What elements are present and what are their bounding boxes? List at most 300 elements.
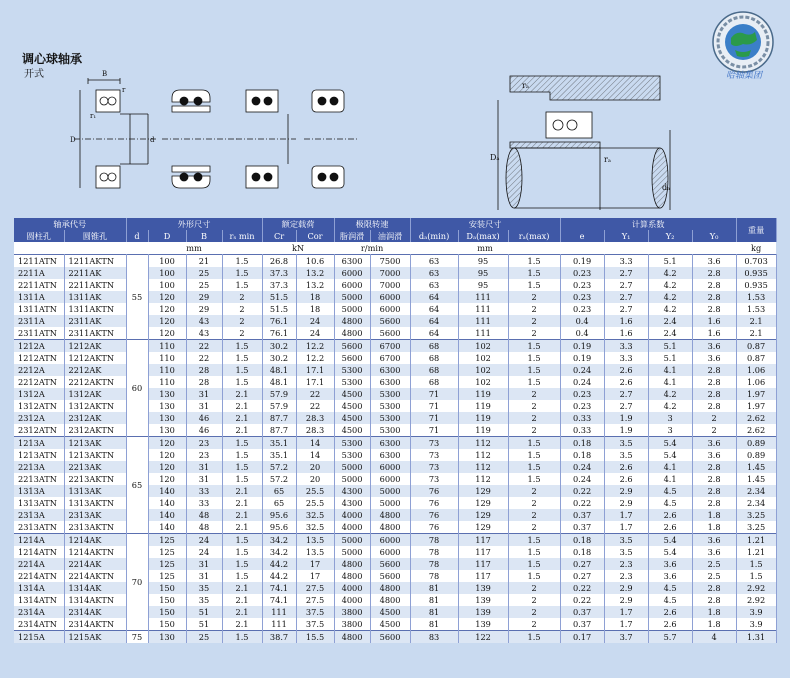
table-cell: 2.8 — [692, 582, 736, 594]
table-cell: 5.4 — [648, 437, 692, 450]
table-cell: 4800 — [334, 558, 370, 570]
table-cell: 4800 — [370, 582, 410, 594]
table-cell: 2.8 — [692, 485, 736, 497]
table-cell: 1212ATN — [14, 352, 64, 364]
table-cell: 0.22 — [560, 485, 604, 497]
table-cell: 1.06 — [736, 364, 776, 376]
table-cell: 46 — [186, 412, 222, 424]
table-cell: 2.8 — [692, 594, 736, 606]
table-cell: 140 — [148, 497, 186, 509]
table-cell: 44.2 — [262, 558, 296, 570]
table-cell: 2 — [222, 303, 262, 315]
table-cell: 2.1 — [222, 485, 262, 497]
table-cell: 5000 — [334, 546, 370, 558]
unit-kn: kN — [262, 242, 334, 255]
table-cell: 1.5 — [508, 364, 560, 376]
table-cell: 2211AKTN — [64, 279, 126, 291]
table-cell: 1.9 — [604, 412, 648, 424]
table-cell: 2.6 — [604, 473, 648, 485]
table-cell: 64 — [410, 291, 458, 303]
table-cell: 2 — [508, 485, 560, 497]
table-cell: 2.8 — [692, 400, 736, 412]
table-cell: 20 — [296, 473, 334, 485]
table-cell: 0.37 — [560, 618, 604, 631]
table-cell: 110 — [148, 340, 186, 353]
header-area — [0, 0, 790, 218]
table-cell: 139 — [458, 618, 508, 631]
table-cell: 1.5 — [222, 267, 262, 279]
table-cell: 6700 — [370, 352, 410, 364]
table-cell: 2.6 — [604, 364, 648, 376]
table-cell: 5000 — [370, 485, 410, 497]
table-cell: 2 — [692, 412, 736, 424]
table-cell: 2.1 — [222, 388, 262, 400]
table-cell: 25.5 — [296, 497, 334, 509]
table-cell: 6000 — [370, 461, 410, 473]
table-cell: 1.5 — [222, 376, 262, 388]
table-cell: 1.97 — [736, 388, 776, 400]
table-cell: 37.3 — [262, 267, 296, 279]
table-cell: 111 — [262, 606, 296, 618]
col-header: Y₂ — [648, 230, 692, 242]
table-cell: 74.1 — [262, 582, 296, 594]
table-cell: 5.1 — [648, 340, 692, 353]
table-cell: 64 — [410, 327, 458, 340]
bore-diameter-cell: 75 — [126, 631, 148, 644]
table-cell: 1.06 — [736, 376, 776, 388]
table-cell: 4.2 — [648, 388, 692, 400]
table-cell: 120 — [148, 461, 186, 473]
table-cell: 140 — [148, 485, 186, 497]
table-cell: 1.7 — [604, 618, 648, 631]
table-cell: 1.5 — [508, 546, 560, 558]
table-cell: 3.3 — [604, 352, 648, 364]
table-cell: 2.5 — [692, 570, 736, 582]
table-cell: 64 — [410, 315, 458, 327]
table-cell: 43 — [186, 327, 222, 340]
table-cell: 2.9 — [604, 594, 648, 606]
table-cell: 68 — [410, 340, 458, 353]
table-cell: 4.2 — [648, 291, 692, 303]
table-cell: 1.8 — [692, 618, 736, 631]
table-cell: 2 — [508, 618, 560, 631]
table-cell: 0.18 — [560, 534, 604, 547]
table-cell: 1312ATN — [14, 400, 64, 412]
table-cell: 0.19 — [560, 340, 604, 353]
table-cell: 2.6 — [648, 509, 692, 521]
table-cell: 17 — [296, 570, 334, 582]
table-cell: 1214A — [14, 534, 64, 547]
table-cell: 2.9 — [604, 485, 648, 497]
table-cell: 0.87 — [736, 340, 776, 353]
table-cell: 13.5 — [296, 546, 334, 558]
table-cell: 3.25 — [736, 509, 776, 521]
table-cell: 46 — [186, 424, 222, 437]
table-cell: 87.7 — [262, 412, 296, 424]
table-cell: 112 — [458, 437, 508, 450]
table-cell: 5300 — [334, 437, 370, 450]
label-r: r — [122, 86, 126, 94]
bore-diameter-cell: 60 — [126, 340, 148, 437]
table-cell: 1.8 — [692, 606, 736, 618]
table-cell: 129 — [458, 485, 508, 497]
table-cell: 0.703 — [736, 255, 776, 268]
table-cell: 3.6 — [692, 340, 736, 353]
table-cell: 0.24 — [560, 473, 604, 485]
table-cell: 74.1 — [262, 594, 296, 606]
table-cell: 1.53 — [736, 291, 776, 303]
table-cell: 2 — [508, 303, 560, 315]
table-cell: 6700 — [370, 340, 410, 353]
table-cell: 1311A — [14, 291, 64, 303]
table-cell: 81 — [410, 606, 458, 618]
unit-kg: kg — [736, 242, 776, 255]
table-cell: 4.5 — [648, 594, 692, 606]
bearing-section-drawings — [60, 70, 360, 210]
table-cell: 2 — [508, 315, 560, 327]
col-header: 圆柱孔 — [14, 230, 64, 242]
table-cell: 48.1 — [262, 364, 296, 376]
table-cell: 111 — [458, 315, 508, 327]
table-cell: 0.33 — [560, 424, 604, 437]
table-cell: 3.25 — [736, 521, 776, 534]
table-cell: 0.4 — [560, 315, 604, 327]
table-cell: 7000 — [370, 279, 410, 291]
table-cell: 73 — [410, 449, 458, 461]
table-cell: 150 — [148, 606, 186, 618]
table-cell: 2311A — [14, 315, 64, 327]
table-cell: 120 — [148, 327, 186, 340]
table-cell: 2 — [508, 497, 560, 509]
unit-rmin: r/min — [334, 242, 410, 255]
table-cell: 0.935 — [736, 267, 776, 279]
table-row — [14, 340, 776, 353]
table-cell: 1215AK — [64, 631, 126, 644]
table-cell: 110 — [148, 376, 186, 388]
table-cell: 5.7 — [648, 631, 692, 644]
label-D: D — [70, 136, 76, 144]
table-cell: 1314AKTN — [64, 594, 126, 606]
table-cell: 2312AK — [64, 412, 126, 424]
table-cell: 3.6 — [692, 255, 736, 268]
table-cell: 2 — [508, 521, 560, 534]
table-cell: 0.18 — [560, 546, 604, 558]
table-cell: 24 — [186, 546, 222, 558]
table-cell: 129 — [458, 509, 508, 521]
table-cell: 3.3 — [604, 340, 648, 353]
table-cell: 5.4 — [648, 449, 692, 461]
table-cell: 2 — [508, 291, 560, 303]
table-cell: 1.7 — [604, 606, 648, 618]
table-cell: 5.4 — [648, 534, 692, 547]
table-cell: 26.8 — [262, 255, 296, 268]
table-cell: 64 — [410, 303, 458, 315]
table-cell: 129 — [458, 497, 508, 509]
table-cell: 111 — [458, 291, 508, 303]
hdr-code: 轴承代号 — [14, 218, 126, 230]
table-cell: 4300 — [334, 485, 370, 497]
table-cell: 57.9 — [262, 400, 296, 412]
table-cell: 5600 — [370, 631, 410, 644]
table-cell: 57.2 — [262, 461, 296, 473]
table-cell: 1.5 — [222, 631, 262, 644]
table-cell: 23 — [186, 437, 222, 450]
table-cell: 0.19 — [560, 255, 604, 268]
table-cell: 4800 — [370, 594, 410, 606]
table-cell: 1.5 — [508, 279, 560, 291]
table-cell: 5.4 — [648, 546, 692, 558]
table-cell: 0.935 — [736, 279, 776, 291]
table-cell: 1211AKTN — [64, 255, 126, 268]
table-cell: 0.23 — [560, 303, 604, 315]
table-cell: 2 — [692, 424, 736, 437]
table-cell: 22 — [296, 400, 334, 412]
table-cell: 35.1 — [262, 449, 296, 461]
table-cell: 1213AKTN — [64, 449, 126, 461]
table-cell: 2.1 — [222, 509, 262, 521]
table-cell: 2 — [508, 400, 560, 412]
table-cell: 35 — [186, 594, 222, 606]
table-cell: 4500 — [334, 388, 370, 400]
table-cell: 30.2 — [262, 352, 296, 364]
table-cell: 1.8 — [692, 521, 736, 534]
table-cell: 1.5 — [508, 255, 560, 268]
table-cell: 2.1 — [222, 606, 262, 618]
table-cell: 1214AK — [64, 534, 126, 547]
table-cell: 2 — [508, 412, 560, 424]
table-cell: 76 — [410, 497, 458, 509]
table-cell: 2.62 — [736, 424, 776, 437]
table-cell: 35.1 — [262, 437, 296, 450]
table-cell: 112 — [458, 449, 508, 461]
table-cell: 2313ATN — [14, 521, 64, 534]
table-cell: 37.5 — [296, 606, 334, 618]
page-subtitle: 开式 — [24, 69, 44, 80]
table-cell: 28.3 — [296, 412, 334, 424]
table-cell: 1313AK — [64, 485, 126, 497]
table-cell: 1.5 — [222, 558, 262, 570]
table-cell: 30.2 — [262, 340, 296, 353]
table-cell: 1.5 — [508, 340, 560, 353]
table-cell: 1311AK — [64, 291, 126, 303]
table-cell: 2214AKTN — [64, 570, 126, 582]
table-cell: 4.5 — [648, 582, 692, 594]
col-header: Cr — [262, 230, 296, 242]
table-cell: 0.24 — [560, 461, 604, 473]
table-cell: 29 — [186, 291, 222, 303]
table-cell: 2.1 — [222, 412, 262, 424]
table-cell: 78 — [410, 558, 458, 570]
table-cell: 5600 — [370, 315, 410, 327]
table-cell: 1.5 — [736, 558, 776, 570]
table-cell: 1.53 — [736, 303, 776, 315]
table-cell: 130 — [148, 412, 186, 424]
table-cell: 2311AK — [64, 315, 126, 327]
table-cell: 130 — [148, 388, 186, 400]
table-cell: 51.5 — [262, 303, 296, 315]
table-cell: 2 — [508, 582, 560, 594]
table-cell: 1213ATN — [14, 449, 64, 461]
table-cell: 5300 — [334, 449, 370, 461]
table-cell: 0.37 — [560, 509, 604, 521]
table-cell: 95 — [458, 279, 508, 291]
table-cell: 2.6 — [648, 606, 692, 618]
table-cell: 1313ATN — [14, 497, 64, 509]
table-cell: 81 — [410, 594, 458, 606]
table-cell: 0.89 — [736, 449, 776, 461]
table-cell: 31 — [186, 388, 222, 400]
table-cell: 2 — [222, 315, 262, 327]
table-cell: 6300 — [370, 449, 410, 461]
table-cell: 2313AKTN — [64, 521, 126, 534]
table-row — [14, 255, 776, 268]
table-cell: 2.4 — [648, 327, 692, 340]
table-cell: 1.5 — [508, 449, 560, 461]
table-cell: 17.1 — [296, 364, 334, 376]
table-cell: 4.2 — [648, 400, 692, 412]
table-cell: 68 — [410, 352, 458, 364]
table-cell: 3.5 — [604, 546, 648, 558]
table-cell: 44.2 — [262, 570, 296, 582]
label-ra: rₐ — [604, 155, 611, 164]
table-cell: 87.7 — [262, 424, 296, 437]
table-cell: 14 — [296, 437, 334, 450]
table-cell: 4.1 — [648, 364, 692, 376]
table-cell: 7500 — [370, 255, 410, 268]
table-cell: 1.5 — [508, 267, 560, 279]
table-cell: 100 — [148, 279, 186, 291]
table-row — [14, 631, 776, 644]
table-cell: 1211ATN — [14, 255, 64, 268]
table-cell: 119 — [458, 412, 508, 424]
table-cell: 5000 — [334, 303, 370, 315]
table-cell: 119 — [458, 424, 508, 437]
table-cell: 2.8 — [692, 279, 736, 291]
table-cell: 71 — [410, 412, 458, 424]
table-cell: 2.34 — [736, 497, 776, 509]
table-cell: 4.2 — [648, 279, 692, 291]
table-cell: 4000 — [334, 509, 370, 521]
table-cell: 13.2 — [296, 279, 334, 291]
table-cell: 25 — [186, 267, 222, 279]
table-cell: 102 — [458, 340, 508, 353]
table-cell: 2 — [508, 424, 560, 437]
table-cell: 4800 — [370, 521, 410, 534]
table-cell: 150 — [148, 594, 186, 606]
table-cell: 1215A — [14, 631, 64, 644]
table-cell: 4300 — [334, 497, 370, 509]
table-cell: 102 — [458, 364, 508, 376]
table-cell: 37.3 — [262, 279, 296, 291]
table-cell: 22 — [296, 388, 334, 400]
table-cell: 1.8 — [692, 509, 736, 521]
table-cell: 83 — [410, 631, 458, 644]
table-cell: 2.6 — [604, 461, 648, 473]
table-cell: 32.5 — [296, 521, 334, 534]
table-cell: 29 — [186, 303, 222, 315]
table-cell: 1.97 — [736, 400, 776, 412]
table-cell: 1313AKTN — [64, 497, 126, 509]
table-cell: 2.8 — [692, 388, 736, 400]
table-cell: 3 — [648, 412, 692, 424]
table-cell: 34.2 — [262, 546, 296, 558]
table-cell: 1.5 — [508, 570, 560, 582]
table-cell: 0.33 — [560, 412, 604, 424]
table-cell: 68 — [410, 364, 458, 376]
table-cell: 31 — [186, 400, 222, 412]
table-cell: 2.7 — [604, 303, 648, 315]
table-cell: 1.5 — [222, 255, 262, 268]
table-cell: 2.92 — [736, 582, 776, 594]
table-cell: 2212AK — [64, 364, 126, 376]
table-cell: 5000 — [334, 291, 370, 303]
table-cell: 3.6 — [692, 352, 736, 364]
table-cell: 2213AKTN — [64, 473, 126, 485]
table-cell: 2214ATN — [14, 570, 64, 582]
table-cell: 1213A — [14, 437, 64, 450]
table-cell: 5300 — [370, 400, 410, 412]
table-cell: 28.3 — [296, 424, 334, 437]
table-cell: 73 — [410, 461, 458, 473]
unit-mm-dims: mm — [126, 242, 262, 255]
table-cell: 1.5 — [508, 473, 560, 485]
table-cell: 5300 — [334, 364, 370, 376]
table-cell: 63 — [410, 279, 458, 291]
table-cell: 2212ATN — [14, 376, 64, 388]
table-cell: 6300 — [370, 437, 410, 450]
table-cell: 28 — [186, 364, 222, 376]
table-cell: 73 — [410, 437, 458, 450]
table-cell: 125 — [148, 546, 186, 558]
table-cell: 1.21 — [736, 546, 776, 558]
table-cell: 2.6 — [648, 521, 692, 534]
table-cell: 2.1 — [736, 315, 776, 327]
table-cell: 71 — [410, 400, 458, 412]
table-cell: 1.5 — [508, 376, 560, 388]
table-cell: 130 — [148, 424, 186, 437]
table-cell: 14 — [296, 449, 334, 461]
table-cell: 1212AK — [64, 340, 126, 353]
table-cell: 1.9 — [604, 424, 648, 437]
table-cell: 0.37 — [560, 521, 604, 534]
label-d: d — [150, 136, 155, 144]
table-cell: 3.6 — [648, 570, 692, 582]
table-cell: 5300 — [370, 388, 410, 400]
table-cell: 1.5 — [508, 461, 560, 473]
table-cell: 1311ATN — [14, 303, 64, 315]
table-cell: 2311ATN — [14, 327, 64, 340]
table-cell: 2314A — [14, 606, 64, 618]
table-cell: 2.8 — [692, 376, 736, 388]
table-cell: 0.87 — [736, 352, 776, 364]
table-cell: 2211A — [14, 267, 64, 279]
table-cell: 0.22 — [560, 594, 604, 606]
table-cell: 4500 — [370, 606, 410, 618]
table-cell: 1312AKTN — [64, 400, 126, 412]
table-cell: 2.1 — [222, 521, 262, 534]
table-cell: 6300 — [370, 364, 410, 376]
table-cell: 3.5 — [604, 534, 648, 547]
table-cell: 27.5 — [296, 594, 334, 606]
table-cell: 1.7 — [604, 509, 648, 521]
table-cell: 2.9 — [604, 582, 648, 594]
table-cell: 1.5 — [508, 631, 560, 644]
table-cell: 2213AK — [64, 461, 126, 473]
table-cell: 2.7 — [604, 267, 648, 279]
col-header: 圆锥孔 — [64, 230, 126, 242]
table-cell: 2.9 — [604, 497, 648, 509]
col-header: dₐ(min) — [410, 230, 458, 242]
